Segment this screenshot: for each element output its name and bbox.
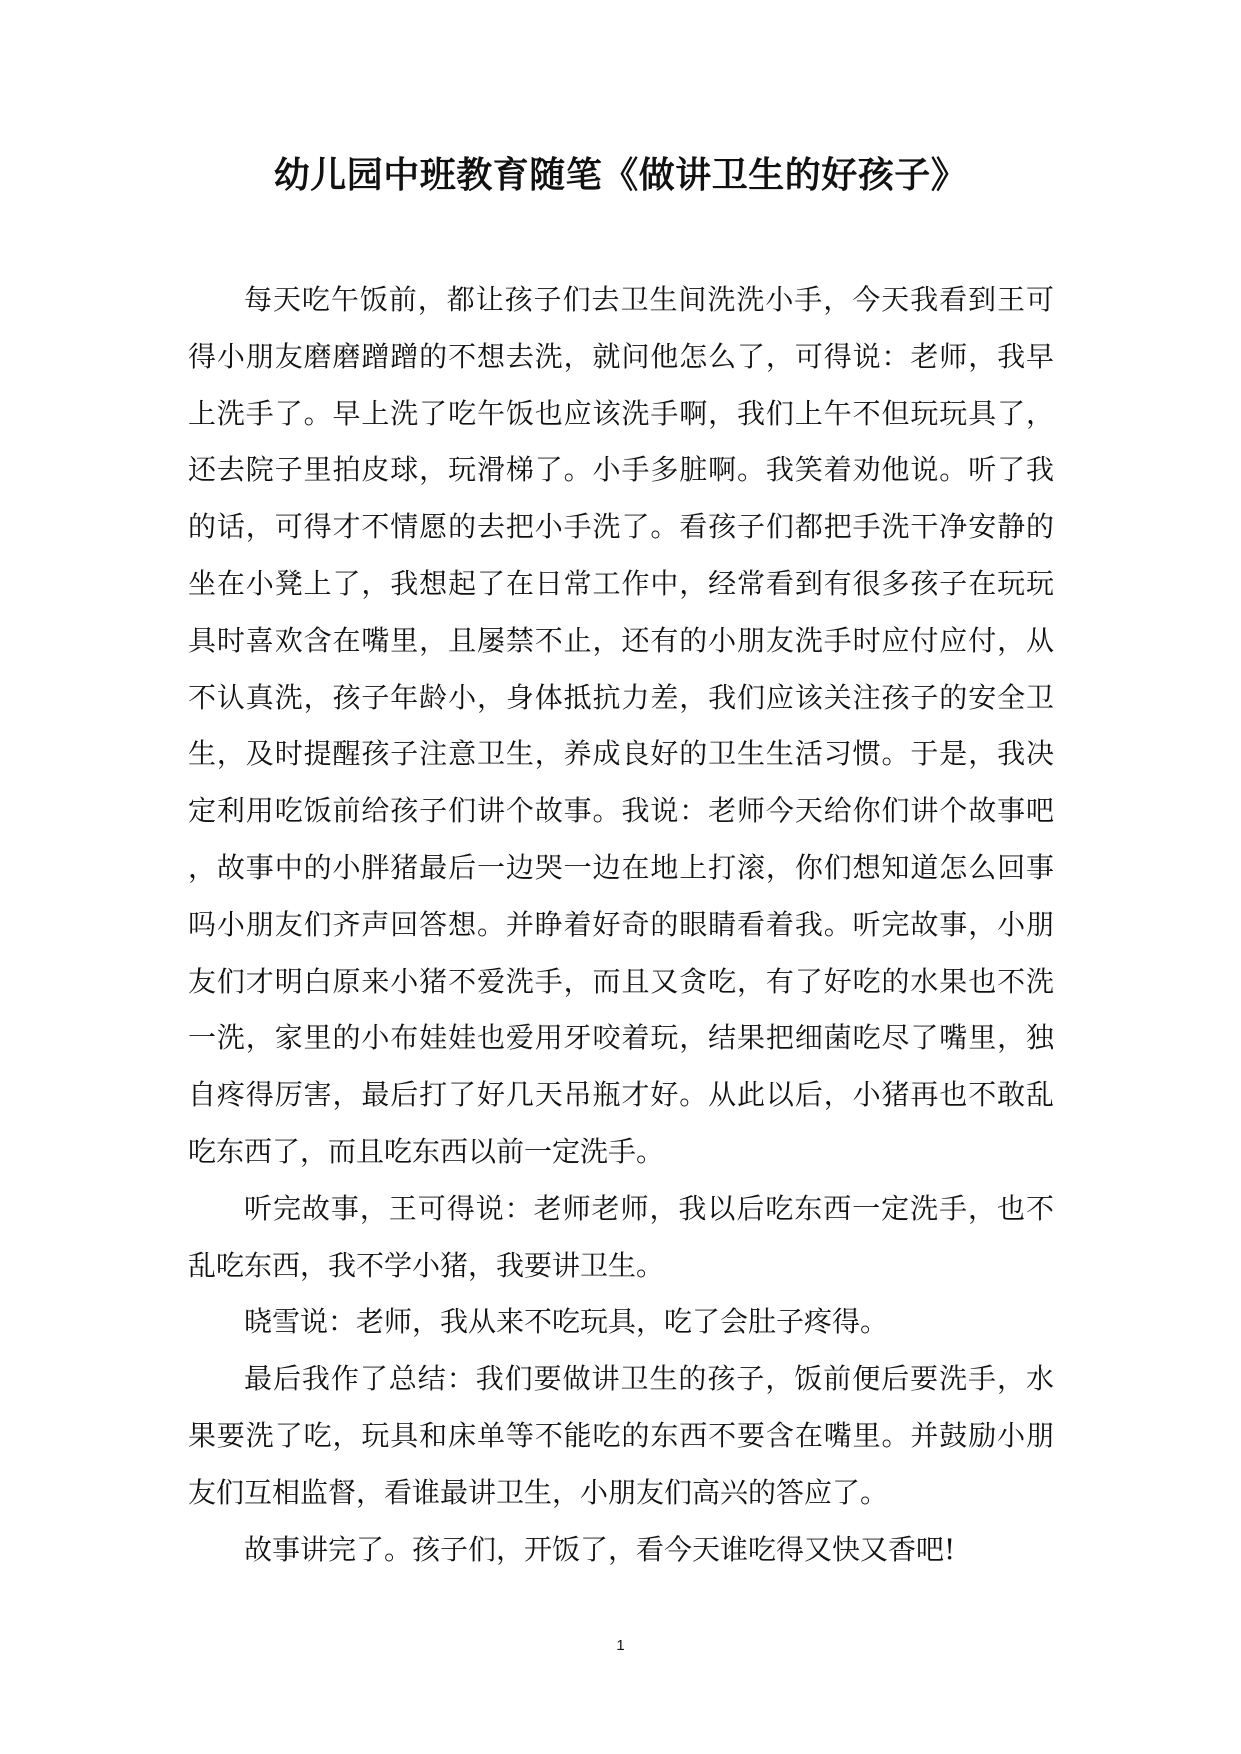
paragraph: 每天吃午饭前，都让孩子们去卫生间洗洗小手，今天我看到王可得小朋友磨磨蹭蹭的不想去洗，就问他怎么了，可得说：老师，我早上洗手了。早上洗了吃午饭也应该洗手啊，我们上午不但玩玩具了，还去院子里拍皮球，玩滑梯了。小手多脏啊。我笑着劝他说。听了我的话，可得才不情愿的去把小手洗了。看孩子们都把手洗干净安静的坐在小凳上了，我想起了在日常工作中，经常看到有很多孩子在玩玩具时喜欢含在嘴里，且屡禁不止，还有的小朋友洗手时应付应付，从不认真洗，孩子年龄小，身体抵抗力差，我们应该关注孩子的安全卫生，及时提醒孩子注意卫生，养成良好的卫生生活习惯。于是，我决定利用吃饭前给孩子们讲个故事。我说：老师今天给你们讲个故事吧，故事中的小胖猪最后一边哭一边在地上打滚，你们想知道怎么回事吗小朋友们齐声回答想。并睁着好奇的眼睛看着我。听完故事，小朋友们才明白原来小猪不爱洗手，而且又贪吃，有了好吃的水果也不洗一洗，家里的小布娃娃也爱用牙咬着玩，结果把细菌吃尽了嘴里，独自疼得厉害，最后打了好几天吊瓶才好。从此以后，小猪再也不敢乱吃东西了，而且吃东西以前一定洗手。 — [188, 283, 1054, 1168]
document-title: 幼儿园中班教育随笔《做讲卫生的好孩子》 — [273, 154, 968, 196]
page-number: 1 — [616, 1637, 625, 1654]
paragraph: 故事讲完了。孩子们，开饭了，看今天谁吃得又快又香吧! — [244, 1532, 956, 1566]
document-body — [188, 272, 1054, 1578]
paragraph: 听完故事，王可得说：老师老师，我以后吃东西一定洗手，也不乱吃东西，我不学小猪，我要讲卫生。 — [188, 1191, 1054, 1282]
paragraph: 最后我作了总结：我们要做讲卫生的孩子，饭前便后要洗手，水果要洗了吃，玩具和床单等不能吃的东西不要含在嘴里。并鼓励小朋友们互相监督，看谁最讲卫生，小朋友们高兴的答应了。 — [188, 1362, 1054, 1509]
paragraph: 晓雪说：老师，我从来不吃玩具，吃了会肚子疼得。 — [244, 1305, 889, 1339]
